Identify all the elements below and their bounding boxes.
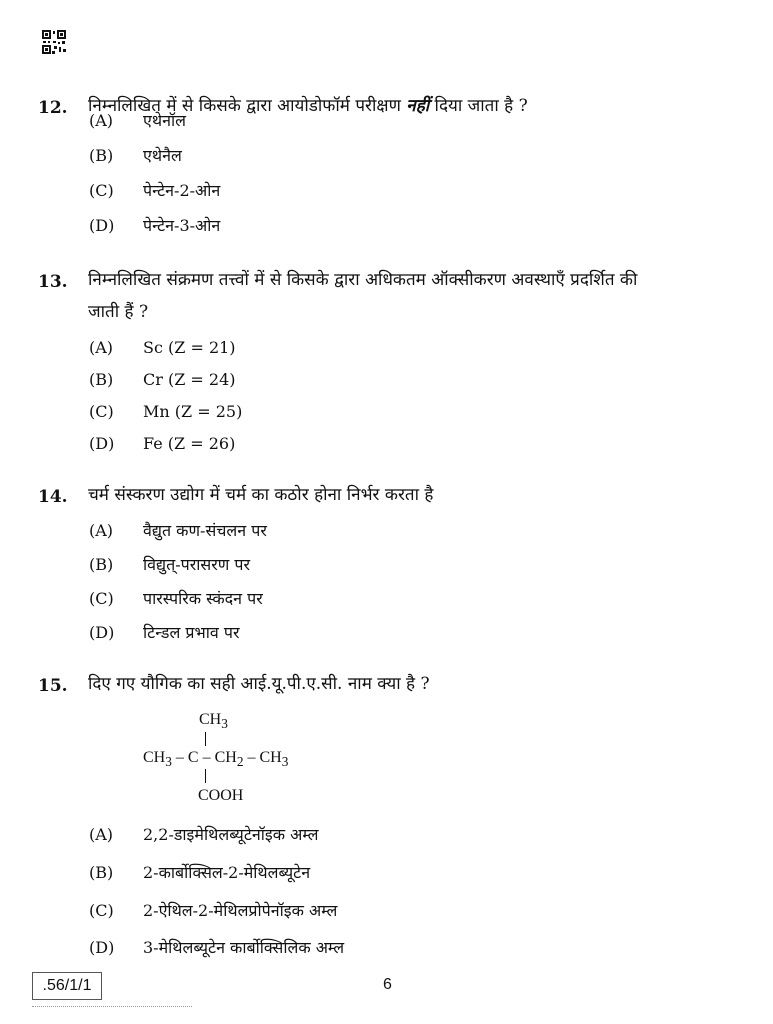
option-c [89, 179, 220, 201]
option-a [89, 338, 236, 357]
option-label: (A) [89, 111, 114, 130]
bond-line-bottom [205, 769, 206, 783]
option-text: पारस्परिक स्कंदन पर [143, 589, 263, 608]
option-text: Fe (Z = 26) [143, 434, 236, 453]
option-text: पेन्टेन-3-ओन [143, 216, 221, 235]
bond-dash: – [247, 749, 256, 766]
option-b [89, 144, 182, 166]
option-text: 2-ऐथिल-2-मेथिलप्रोपेनॉइक अम्ल [143, 901, 338, 920]
bond-line-top [205, 732, 206, 746]
option-label: (A) [89, 825, 114, 844]
subscript: 2 [236, 754, 244, 770]
option-c [89, 587, 263, 609]
option-text: Cr (Z = 24) [143, 370, 236, 389]
option-text: Sc (Z = 21) [143, 338, 236, 357]
option-text: 3-मेथिलब्यूटेन कार्बोक्सिलिक अम्ल [143, 938, 345, 957]
question-text-line1: निम्नलिखित संक्रमण तत्त्वों में से किसके द्वारा अधिकतम ऑक्सीकरण अवस्थाएँ प्रदर्शित की [88, 270, 638, 290]
option-label: (D) [89, 216, 115, 235]
option-text: एथेनैल [143, 146, 182, 165]
group-label: CH [143, 749, 166, 766]
option-d [89, 936, 344, 958]
subscript: 3 [165, 754, 172, 770]
group-label: CH [214, 749, 237, 766]
option-text: 2-कार्बोक्सिल-2-मेथिलब्यूटेन [143, 863, 311, 882]
bond-dash: – [202, 749, 211, 766]
option-label: (A) [89, 338, 114, 357]
question-number: 15. [38, 676, 68, 696]
option-d [89, 621, 240, 643]
option-label: (C) [89, 589, 114, 608]
option-label: (D) [89, 623, 115, 642]
question-text-line2: जाती हैं ? [88, 302, 149, 322]
subscript: 3 [281, 754, 289, 770]
option-label: (B) [89, 555, 114, 574]
option-d [89, 434, 235, 453]
option-a [89, 109, 186, 131]
option-label: (B) [89, 863, 114, 882]
option-b [89, 370, 236, 389]
main-chain [143, 749, 288, 770]
option-b [89, 553, 250, 575]
option-d [89, 214, 220, 236]
question-text-part: दिया जाता है ? [429, 96, 528, 116]
option-text: Mn (Z = 25) [143, 402, 243, 421]
group-label: CH [259, 749, 282, 766]
qr-code-icon [42, 30, 66, 54]
option-b [89, 861, 310, 883]
question-number: 13. [38, 272, 68, 292]
question-number: 12. [38, 98, 68, 118]
center-atom: C [187, 749, 199, 766]
option-label: (C) [89, 402, 114, 421]
option-label: (D) [89, 938, 115, 957]
option-text: एथेनॉल [143, 111, 186, 130]
option-text: टिन्डल प्रभाव पर [143, 623, 240, 642]
question-text: दिए गए यौगिक का सही आई.यू.पी.ए.सी. नाम क्या है ? [88, 674, 430, 694]
option-text: वैद्युत कण-संचलन पर [143, 521, 267, 540]
option-a [89, 519, 267, 541]
option-label: (A) [89, 521, 114, 540]
option-label: (B) [89, 146, 114, 165]
question-emphasis: नहीं [406, 96, 430, 116]
top-methyl-group [199, 711, 228, 732]
carboxyl-group: COOH [198, 787, 244, 804]
group-label: CH [199, 711, 222, 728]
question-text-part: निम्नलिखित में से किसके द्वारा आयोडोफॉर्म परीक्षण [88, 96, 407, 116]
question-number: 14. [38, 487, 68, 507]
option-label: (C) [89, 181, 114, 200]
option-label: (B) [89, 370, 114, 389]
option-c [89, 402, 242, 421]
option-text: 2,2-डाइमेथिलब्यूटेनॉइक अम्ल [143, 825, 319, 844]
subscript: 3 [221, 716, 228, 732]
option-text: विद्युत्-परासरण पर [143, 555, 251, 574]
paper-code-box: .56/1/1 [32, 972, 102, 1000]
option-c [89, 899, 337, 921]
option-a [89, 823, 319, 845]
bond-dash: – [175, 749, 184, 766]
footer-divider [32, 1006, 192, 1007]
question-text: चर्म संस्करण उद्योग में चर्म का कठोर होना निर्भर करता है [88, 485, 434, 505]
option-label: (C) [89, 901, 114, 920]
page-number: 6 [383, 976, 392, 993]
option-label: (D) [89, 434, 115, 453]
option-text: पेन्टेन-2-ओन [143, 181, 221, 200]
